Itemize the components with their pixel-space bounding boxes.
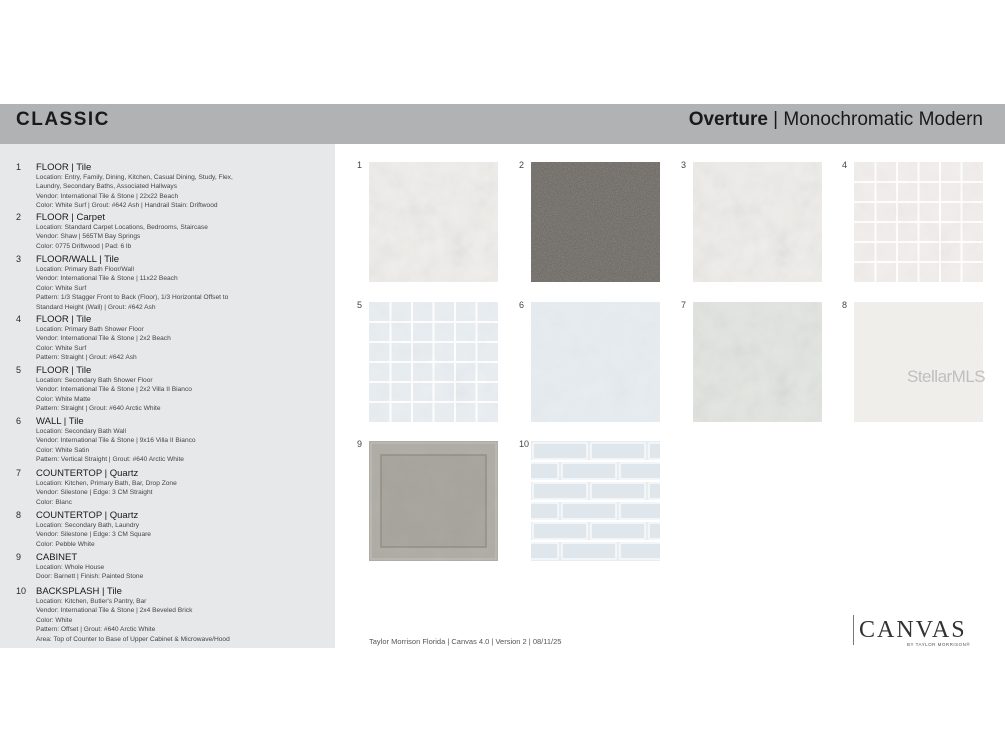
spec-detail: Location: Kitchen, Primary Bath, Bar, Drop Zone	[36, 480, 177, 487]
spec-detail: Area: Top of Counter to Base of Upper Cabinet & Microwave/Hood	[36, 635, 230, 643]
swatch-cabinet	[369, 441, 498, 561]
swatch-brick-tile	[531, 441, 660, 561]
spec-detail: Location: Secondary Bath, Laundry	[36, 522, 140, 529]
swatch-number: 4	[842, 160, 848, 170]
swatch-number: 5	[357, 300, 363, 310]
spec-detail: Vendor: International Tile & Stone | 22x22 Beach	[36, 192, 179, 200]
spec-detail: Vendor: International Tile & Stone | 2x2 Villa II Bianco	[36, 386, 192, 394]
watermark: StellarMLS	[907, 367, 986, 386]
spec-sidebar	[0, 144, 335, 648]
swatch-number: 8	[842, 300, 848, 310]
footer-version: Taylor Morrison Florida | Canvas 4.0 | Version 2 | 08/11/25	[369, 637, 562, 646]
spec-detail: Vendor: International Tile & Stone | 2x4 Beveled Brick	[36, 607, 193, 615]
canvas-logo	[853, 615, 988, 650]
swatch-grid-tile	[854, 162, 983, 282]
spec-detail: Color: White Surf	[36, 344, 87, 352]
spec-detail: Pattern: Straight | Grout: #640 Arctic White	[36, 405, 161, 413]
spec-title: CABINET	[36, 552, 78, 563]
spec-detail: Pattern: 1/3 Stagger Front to Back (Floor), 1/3 Horizontal Offset to	[36, 294, 229, 302]
collection-title: CLASSIC	[16, 109, 110, 130]
spec-title: FLOOR/WALL | Tile	[36, 254, 120, 265]
spec-detail: Vendor: Shaw | 565TM Bay Springs	[36, 233, 141, 241]
spec-detail: Location: Kitchen, Butler's Pantry, Bar	[36, 598, 147, 605]
swatch-number: 3	[681, 160, 687, 170]
swatch-number: 10	[519, 439, 530, 449]
spec-detail: Color: White Surf | Grout: #642 Ash | Handrail Stain: Driftwood	[36, 202, 218, 210]
scheme-title	[689, 109, 983, 131]
spec-detail: Pattern: Vertical Straight | Grout: #640 Arctic White	[36, 456, 184, 464]
spec-detail: Location: Entry, Family, Dining, Kitchen, Casual Dining, Study, Flex,	[36, 174, 233, 181]
spec-title: FLOOR | Tile	[36, 314, 92, 325]
spec-detail: Location: Whole House	[36, 564, 105, 571]
spec-detail: Color: 0775 Driftwood | Pad: 6 lb	[36, 242, 132, 250]
spec-detail: Vendor: International Tile & Stone | 9x16 Villa II Bianco	[36, 437, 196, 445]
spec-detail: Pattern: Offset | Grout: #640 Arctic White	[36, 626, 156, 634]
swatch-stone	[369, 162, 498, 282]
spec-detail: Vendor: International Tile & Stone | 11x22 Beach	[36, 275, 178, 283]
swatch-grid	[335, 144, 1005, 648]
spec-detail: Color: White Surf	[36, 284, 87, 292]
spec-title: COUNTERTOP | Quartz	[36, 468, 139, 479]
swatch-stone	[693, 162, 822, 282]
logo-rule	[853, 615, 854, 645]
title-separator: |	[767, 109, 784, 130]
spec-number: 5	[16, 365, 22, 375]
spec-title: WALL | Tile	[36, 416, 84, 427]
spec-title: FLOOR | Tile	[36, 162, 92, 173]
spec-title: FLOOR | Tile	[36, 365, 92, 376]
swatch-number: 7	[681, 300, 687, 310]
spec-detail: Pattern: Straight | Grout: #642 Ash	[36, 354, 137, 362]
spec-number: 8	[16, 510, 22, 520]
spec-title: FLOOR | Carpet	[36, 212, 105, 223]
spec-detail: Location: Secondary Bath Wall	[36, 428, 126, 435]
spec-title: BACKSPLASH | Tile	[36, 586, 122, 597]
swatch-carpet	[531, 162, 660, 282]
spec-detail: Color: Pebble White	[36, 540, 95, 548]
header-bar	[0, 104, 1005, 144]
scheme-name: Overture	[688, 109, 768, 130]
spec-detail: Vendor: International Tile & Stone | 2x2 Beach	[36, 335, 171, 343]
spec-number: 4	[16, 314, 22, 324]
logo-tagline: BY TAYLOR MORRISON®	[907, 642, 971, 647]
swatch-speckle	[854, 302, 986, 422]
spec-detail: Location: Standard Carpet Locations, Bedrooms, Staircase	[36, 224, 208, 231]
spec-detail: Location: Secondary Bath Shower Floor	[36, 377, 153, 384]
spec-number: 1	[16, 162, 22, 172]
swatch-number: 2	[519, 160, 525, 170]
spec-detail: Standard Height (Wall) | Grout: #642 Ash	[36, 303, 156, 311]
spec-number: 3	[16, 254, 22, 264]
spec-detail: Color: Blanc	[36, 498, 72, 506]
logo-wordmark: CANVAS	[859, 617, 967, 643]
spec-number: 6	[16, 416, 22, 426]
spec-title: COUNTERTOP | Quartz	[36, 510, 139, 521]
spec-number: 10	[16, 586, 27, 596]
spec-detail: Color: White	[36, 616, 73, 624]
swatch-marble	[693, 302, 822, 422]
swatch-grid-tile	[369, 302, 498, 422]
spec-number: 2	[16, 212, 22, 222]
spec-detail: Color: White Matte	[36, 395, 91, 403]
spec-detail: Location: Primary Bath Floor/Wall	[36, 266, 134, 273]
spec-detail: Door: Barnett | Finish: Painted Stone	[36, 573, 144, 581]
spec-number: 7	[16, 468, 22, 478]
swatch-number: 1	[357, 160, 363, 170]
spec-detail: Laundry, Secondary Baths, Associated Hallways	[36, 183, 177, 191]
scheme-style: Monochromatic Modern	[783, 109, 983, 130]
spec-number: 9	[16, 552, 22, 562]
spec-detail: Location: Primary Bath Shower Floor	[36, 326, 144, 333]
spec-detail: Vendor: Silestone | Edge: 3 CM Straight	[36, 489, 153, 497]
swatch-number: 9	[357, 439, 363, 449]
spec-detail: Color: White Satin	[36, 446, 90, 454]
swatch-number: 6	[519, 300, 525, 310]
swatch-solid	[531, 302, 660, 422]
spec-detail: Vendor: Silestone | Edge: 3 CM Square	[36, 531, 151, 539]
